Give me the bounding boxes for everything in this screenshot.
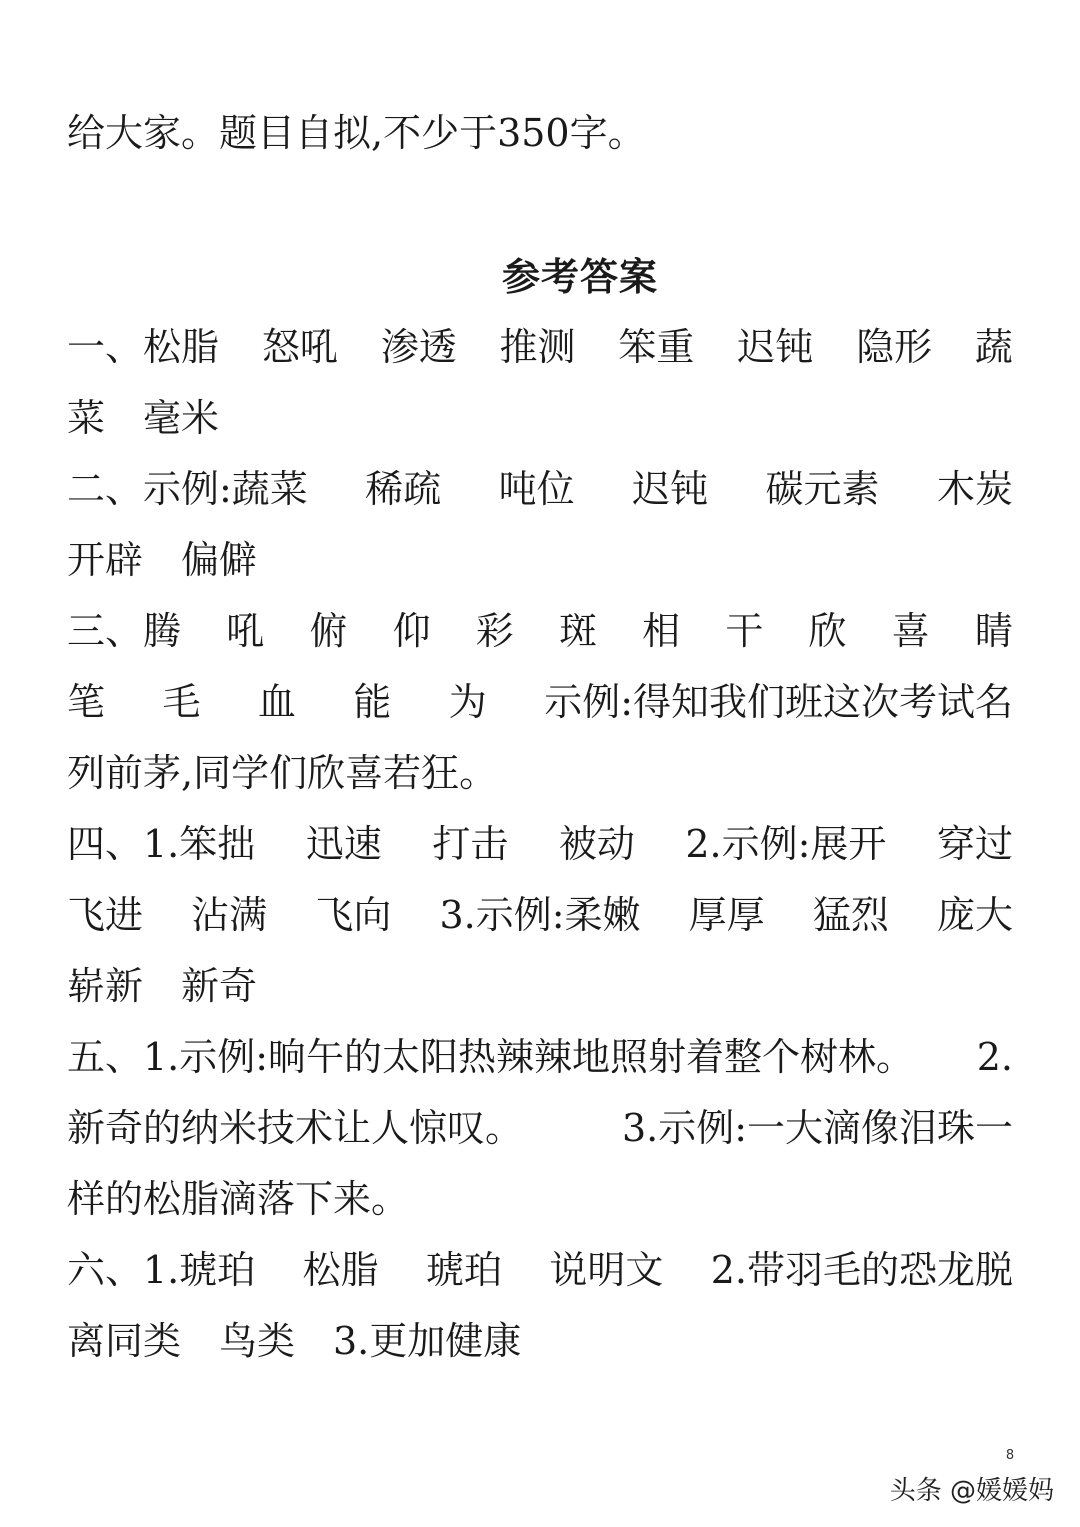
answer-6-item: 2.带羽毛的恐龙脱: [710, 1248, 1013, 1292]
answer-key-title: 参考答案: [501, 255, 658, 299]
answer-3-item: 为: [448, 680, 487, 724]
answer-1-item: 渗透: [380, 325, 457, 369]
page-number: 8: [1005, 1448, 1015, 1463]
answer-3-item: 毛: [162, 680, 201, 724]
answer-1-line-2: 菜 毫米: [67, 396, 220, 440]
answer-4-item: 被动: [558, 822, 635, 866]
answer-1-item: 笨重: [618, 325, 695, 369]
answer-4-item: 庞大: [936, 893, 1013, 937]
answer-1-item: 迟钝: [737, 325, 814, 369]
answer-3-item: 吼: [226, 609, 265, 653]
answer-6-item: 松脂: [302, 1248, 379, 1292]
answer-4-item: 猛烈: [812, 893, 889, 937]
answer-4-line-1: [67, 819, 1013, 869]
answer-6-item: 六、1.琥珀: [67, 1248, 256, 1292]
answer-2-item: 迟钝: [632, 467, 709, 511]
answer-5-line-1: [67, 1032, 1013, 1082]
answer-3-item: 相: [642, 609, 681, 653]
answer-4-item: 厚厚: [688, 893, 765, 937]
answer-6-item: 说明文: [549, 1248, 664, 1292]
answer-6-line-2: 离同类 鸟类 3.更加健康: [67, 1319, 522, 1363]
answer-6-line-1: [67, 1245, 1013, 1295]
answer-3-item: 斑: [558, 609, 597, 653]
answer-4-item: 2.示例:展开: [685, 822, 887, 866]
answer-5-line-3: 样的松脂滴落下来。: [67, 1177, 410, 1221]
answer-3-line-3: 列前茅,同学们欣喜若狂。: [67, 751, 498, 795]
answer-5-line-2: [67, 1103, 1013, 1153]
answer-4-item: 穿过: [936, 822, 1013, 866]
answer-2-line-1: [67, 464, 1013, 514]
answer-4-line-2: [67, 890, 1013, 940]
answer-4-item: 迅速: [305, 822, 382, 866]
answer-3-item: 三、腾: [67, 609, 182, 653]
answer-3-item: 睛: [974, 609, 1013, 653]
answer-5-item: 五、1.示例:晌午的太阳热辣辣地照射着整个树林。: [67, 1035, 915, 1079]
answer-4-item: 飞向: [315, 893, 392, 937]
answer-4-item: 飞进: [67, 893, 144, 937]
answer-2-item: 吨位: [498, 467, 575, 511]
answer-4-item: 打击: [432, 822, 509, 866]
answer-4-line-3: 崭新 新奇: [67, 964, 258, 1008]
answer-5-item: 3.示例:一大滴像泪珠一: [621, 1106, 1013, 1150]
intro-line: 给大家。题目自拟,不少于350字。: [67, 111, 646, 155]
answer-2-item: 木炭: [936, 467, 1013, 511]
answer-3-item: 能: [353, 680, 392, 724]
answer-3-item: 笔: [67, 680, 106, 724]
answer-6-item: 琥珀: [425, 1248, 502, 1292]
answer-4-item: 3.示例:柔嫩: [439, 893, 641, 937]
answer-1-item: 怒吼: [261, 325, 338, 369]
answer-3-item: 欣: [808, 609, 847, 653]
answer-1-line-1: [67, 322, 1013, 372]
answer-1-item: 蔬: [974, 325, 1013, 369]
answer-3-item: 仰: [392, 609, 431, 653]
answer-3-item: 彩: [475, 609, 514, 653]
answer-5-item: 新奇的纳米技术让人惊叹。: [67, 1106, 524, 1150]
answer-3-example: 示例:得知我们班这次考试名: [544, 680, 1013, 724]
answer-4-item: 四、1.笨拙: [67, 822, 256, 866]
answer-5-item: 2.: [976, 1035, 1013, 1079]
watermark: 头条 @媛媛妈: [889, 1476, 1054, 1506]
answer-3-line-1: [67, 606, 1013, 656]
answer-3-item: 俯: [309, 609, 348, 653]
answer-1-item: 隐形: [856, 325, 933, 369]
answer-2-line-2: 开辟 偏僻: [67, 538, 258, 582]
answer-3-item: 血: [257, 680, 296, 724]
answer-1-item: 一、松脂: [67, 325, 220, 369]
answer-1-item: 推测: [499, 325, 576, 369]
answer-3-item: 喜: [891, 609, 930, 653]
answer-4-item: 沾满: [191, 893, 268, 937]
answer-2-item: 碳元素: [765, 467, 880, 511]
answer-3-line-2: [67, 677, 1013, 727]
answer-3-item: 干: [725, 609, 764, 653]
answer-2-item: 二、示例:蔬菜: [67, 467, 308, 511]
answer-2-item: 稀疏: [365, 467, 442, 511]
